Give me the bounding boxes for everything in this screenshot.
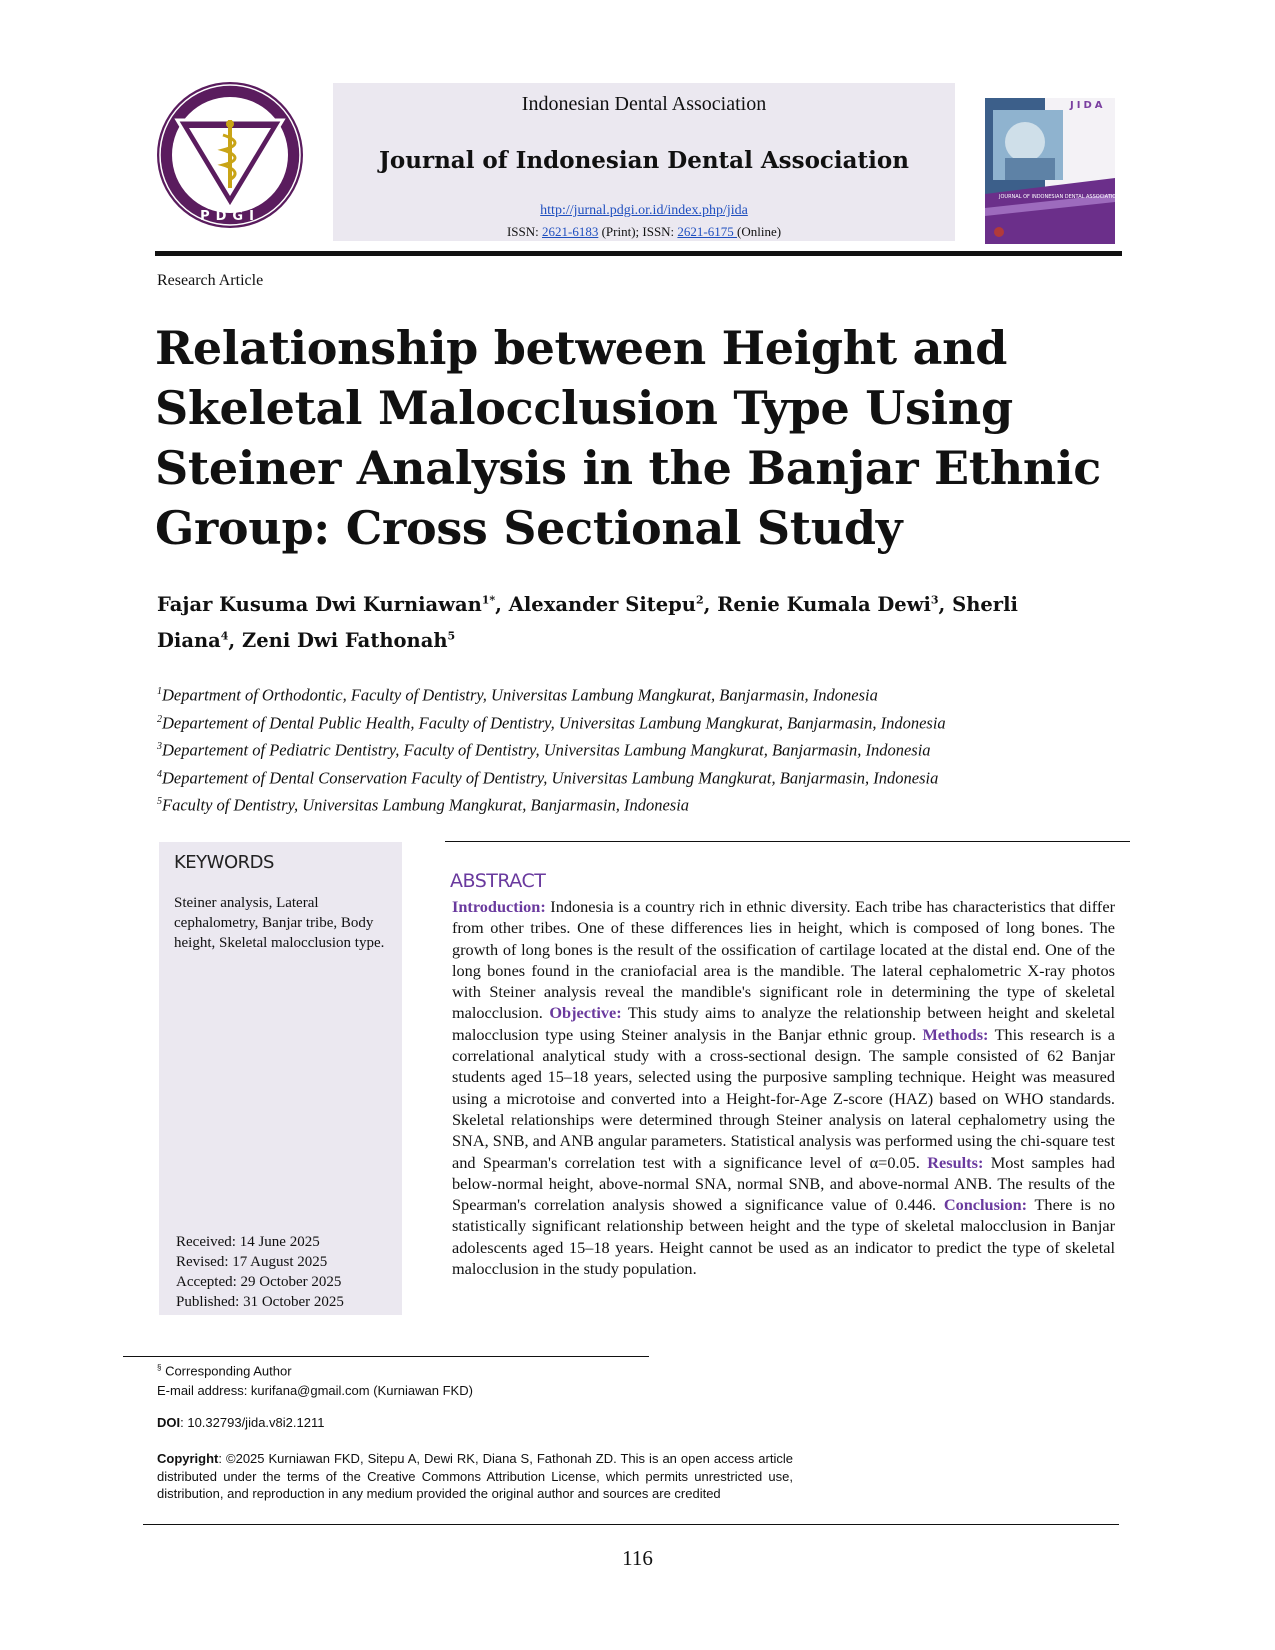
issn-prefix: ISSN: <box>506 224 542 239</box>
author: Sherli Diana$^4$, <box>157 592 1018 652</box>
published-date: Published: 31 October 2025 <box>176 1294 344 1310</box>
abstract-label-introduction: Introduction: <box>452 897 546 916</box>
abstract-label-conclusion: Conclusion: <box>943 1195 1028 1215</box>
abstract-label-objective: Objective: <box>549 1003 622 1023</box>
abstract-text-results: Most samples had below-normal height, above-normal SNA, normal SNB, and above-normal ANB. The results of the Spearman's correlation analysis showed a significance value of 0.446. <box>452 1152 1115 1215</box>
corresponding-author-note: § Corresponding Author <box>157 1363 292 1379</box>
received-date: Received: 14 June 2025 <box>176 1234 320 1250</box>
issn-online-suffix: (Online) <box>737 224 782 239</box>
author: Renie Kumala Dewi$^3$, <box>717 592 953 616</box>
abstract-text-methods: This research is a correlational analytical study with a cross-sectional design. The sample consisted of 62 Banjar students aged 15–18 years, selected using the purposive sampling technique. Height was measured using a microtoise and converted into a Height-for-Age Z-score (HAZ) based on WHO standards. Skeletal relationships were determined through Steiner analysis on lateral cephalometry using the SNA, SNB, and ANB angular parameters. Statistical analysis was performed using the chi-square test and Spearman's correlation test with a significance level of α=0.05. <box>452 1024 1116 1172</box>
keywords-text: Steiner analysis, Lateral cephalometry, Banjar tribe, Body height, Skeletal malocclusion type. <box>174 895 385 951</box>
cover-subtitle: JOURNAL OF INDONESIAN DENTAL ASSOCIATION <box>999 194 1115 200</box>
pdgi-logo <box>155 80 305 230</box>
copyright-text: : ©2025 Kurniawan FKD, Sitepu A, Dewi RK, Diana S, Fathonah ZD. This is an open access article distributed under the terms of the Creative Commons Attribution License, which permits unrestricted use, distribution, and reproduction in any medium provided the original author and sources are credited <box>157 1451 793 1501</box>
affiliation: $^2$Departement of Dental Public Health, Faculty of Dentistry, Universitas Lambung Mangkurat, Banjarmasin, Indonesia <box>157 713 946 732</box>
abstract-body <box>452 896 1115 1279</box>
author: Alexander Sitepu$^2$, <box>508 592 718 616</box>
copyright-notice <box>157 1450 793 1503</box>
accepted-date: Accepted: 29 October 2025 <box>176 1274 342 1290</box>
author-list <box>157 584 1097 657</box>
affiliation-list <box>157 680 1157 818</box>
article-title: Relationship between Height and Skeletal Malocclusion Type Using Steiner Analysis in the Banjar Ethnic Group: Cross Sectional Study <box>155 321 1101 555</box>
affiliation: $^3$Departement of Pediatric Dentistry, Faculty of Dentistry, Universitas Lambung Mangkurat, Banjarmasin, Indonesia <box>157 740 931 760</box>
revised-date: Revised: 17 August 2025 <box>176 1254 328 1270</box>
abstract-rule <box>445 841 1130 842</box>
doi-value: : 10.32793/jida.v8i2.1211 <box>180 1415 325 1430</box>
footnote-rule <box>123 1356 649 1357</box>
issn-print-suffix: (Print); ISSN: <box>598 224 678 239</box>
author: Zeni Dwi Fathonah$^5$ <box>242 629 456 652</box>
copyright-label: Copyright <box>157 1451 219 1466</box>
doi-line <box>157 1415 324 1430</box>
article-type: Research Article <box>157 272 264 289</box>
issn-online-link[interactable]: 2621-6175 <box>677 224 738 239</box>
issn-line <box>333 224 955 240</box>
journal-name: Journal of Indonesian Dental Association <box>379 147 909 174</box>
affiliation: $^5$Faculty of Dentistry, Universitas Lambung Mangkurat, Banjarmasin, Indonesia <box>157 795 690 815</box>
article-dates <box>176 1232 396 1312</box>
abstract-text-introduction: Indonesia is a country rich in ethnic diversity. Each tribe has characteristics that differ from other tribes. One of these differences lies in height, which is composed of long bones. The growth of long bones is the result of the ossification of cartilage located at the distal end. One of the long bones found in the craniofacial area is the mandible. The lateral cephalometric X-ray photos with Steiner analysis reveal the mandible's significant role in determining the type of skeletal malocclusion. <box>452 897 1115 1023</box>
organization-name: Indonesian Dental Association <box>521 93 767 115</box>
page-number: 116 <box>622 1546 653 1570</box>
author: Fajar Kusuma Dwi Kurniawan$^{1*}$, <box>157 592 509 616</box>
footer-rule <box>143 1524 1119 1525</box>
abstract-label-methods: Methods: <box>922 1024 989 1044</box>
journal-url-link[interactable]: http://jurnal.pdgi.or.id/index.php/jida <box>540 203 748 218</box>
header-rule <box>155 251 1122 256</box>
issn-print-link[interactable]: 2621-6183 <box>541 224 599 239</box>
abstract-heading: ABSTRACT <box>450 870 546 892</box>
abstract-text-conclusion: There is no statistically significant relationship between height and the type of skeletal malocclusion in Banjar adolescents aged 15–18 years. Height cannot be used as an indicator to predict the type of skeletal malocclusion in the study population. <box>452 1195 1115 1279</box>
keywords-heading: KEYWORDS <box>174 852 274 873</box>
corresponding-email: E-mail address: kurifana@gmail.com (Kurniawan FKD) <box>157 1383 473 1398</box>
cover-title: JIDA <box>1070 100 1106 111</box>
abstract-label-results: Results: <box>927 1152 984 1172</box>
abstract-text-objective: This study aims to analyze the relationship between height and skeletal malocclusion type using Steiner analysis in the Banjar ethnic group. <box>452 1003 1116 1044</box>
journal-cover-image <box>985 98 1115 244</box>
doi-label: DOI <box>157 1415 181 1430</box>
logo-text: PDGI <box>200 209 260 224</box>
affiliation: $^1$Department of Orthodontic, Faculty of Dentistry, Universitas Lambung Mangkurat, Banjarmasin, Indonesia <box>157 685 878 705</box>
affiliation: $^4$Departement of Dental Conservation Faculty of Dentistry, Universitas Lambung Mangkurat, Banjarmasin, Indonesia <box>157 768 939 787</box>
